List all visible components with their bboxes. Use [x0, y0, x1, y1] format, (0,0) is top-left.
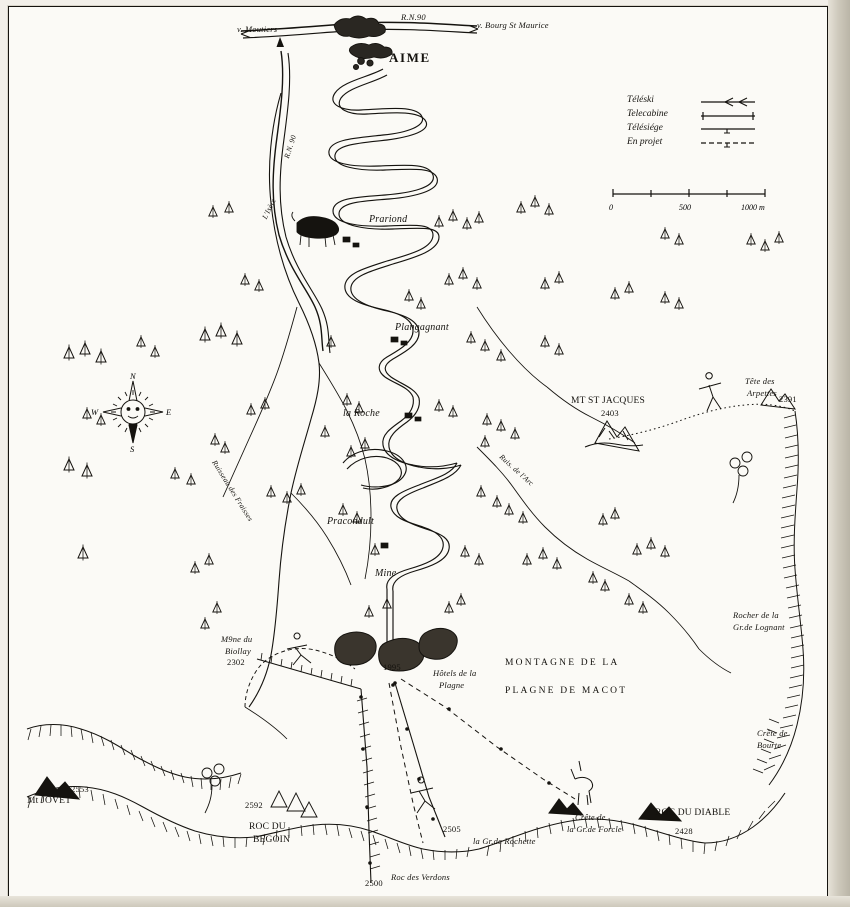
label-river-fraisses: Ruisseau des Fraisses	[210, 458, 256, 523]
spot-height-1995: 1995	[383, 662, 401, 672]
label-massif-line2: PLAGNE DE MACOT	[505, 686, 628, 696]
label-summit-roc-du-begoin-1: ROC DU	[249, 822, 286, 832]
spot-height-2505: 2505	[443, 824, 461, 834]
legend	[613, 95, 773, 151]
label-direction-bourg: v. Bourg St Maurice	[477, 20, 549, 30]
legend-row	[613, 137, 773, 151]
scale-tick-1000: 1000 m	[741, 203, 765, 212]
legend-label: Telecabine	[627, 109, 668, 119]
scale-bar	[607, 185, 773, 214]
label-summit-mt-st-jacques: MT ST JACQUES	[571, 396, 646, 406]
label-summit-crete-gr-forcle-2: la Gr.de Forcle	[567, 824, 622, 834]
scale-tick-500: 500	[679, 203, 691, 212]
paper-edge-bottom	[0, 896, 850, 907]
map-frame	[8, 6, 828, 898]
label-summit-rocher-lognant-1: Rocher de la	[733, 610, 779, 620]
compass-north-label: N	[130, 371, 136, 381]
label-direction-moutiers: v. Moutiers	[237, 24, 278, 34]
label-place-hotels-plagne-1: Hôtels de la	[433, 668, 477, 678]
label-summit-roc-du-diable: ROC DU DIABLE	[655, 808, 731, 818]
compass-rose	[87, 365, 179, 461]
paper-edge-right	[828, 0, 850, 907]
spot-height-2391: 2391	[779, 394, 797, 404]
label-summit-mgne-du-biollay-2: Biollay	[225, 646, 251, 656]
scale-bar-labels	[607, 203, 773, 214]
spot-height-2553: 2553	[71, 784, 89, 794]
spot-height-2500: 2500	[365, 878, 383, 888]
label-river-arc: Ruis. de l'Arc	[497, 452, 536, 488]
label-place-hotels-plagne-2: Plagne	[439, 680, 465, 690]
spot-height-2428: 2428	[675, 826, 693, 836]
compass-west-label: W	[91, 407, 99, 417]
label-massif-line1: MONTAGNE DE LA	[505, 658, 620, 668]
ski-lift-icon	[699, 96, 761, 108]
label-place-la-roche: la Roche	[343, 408, 380, 419]
label-summit-la-grande-rochette: la Gr.de Rochette	[473, 836, 536, 846]
label-river-isere: L'Isère	[260, 196, 278, 221]
label-summit-roc-du-begoin-2: BEGOIN	[253, 835, 291, 845]
label-summit-tete-des-arpettes-1: Tête des	[745, 376, 775, 386]
label-road-rn90: R.N.90	[401, 12, 426, 22]
label-place-prariond: Prariond	[369, 214, 408, 225]
legend-label: En projet	[627, 137, 663, 147]
label-summit-mt-st-jacques-alt: 2403	[601, 408, 619, 418]
planned-lift-icon	[699, 138, 761, 150]
scale-bar-graphic	[607, 186, 773, 198]
cable-car-icon	[699, 110, 761, 122]
label-place-plangagnant: Plangagnant	[395, 322, 449, 333]
label-summit-rocher-lognant-2: Gr.de Lognant	[733, 622, 785, 632]
spot-height-2592: 2592	[245, 800, 263, 810]
compass-south-label: S	[130, 444, 135, 454]
spot-height-2302: 2302	[227, 657, 245, 667]
legend-row	[613, 95, 773, 109]
label-summit-crete-de-bourte-1: Crête de	[757, 728, 788, 738]
legend-label: Télésiége	[627, 123, 663, 133]
label-summit-mt-jovet: Mt JOVET	[27, 796, 72, 806]
label-road-rn90-vertical: R.N. 90	[282, 133, 299, 160]
legend-row	[613, 123, 773, 137]
label-place-mine: Mine	[375, 568, 397, 579]
legend-label: Téléski	[627, 95, 654, 105]
label-summit-roc-des-verdons: Roc des Verdons	[391, 872, 450, 882]
label-summit-crete-de-bourte-2: Bourte	[757, 740, 782, 750]
label-summit-mgne-du-biollay-1: M9ne du	[221, 634, 253, 644]
label-summit-crete-gr-forcle-1: Crête de	[575, 812, 606, 822]
label-summit-tete-des-arpettes-2: Arpettes	[747, 388, 777, 398]
chair-lift-icon	[699, 124, 761, 136]
legend-row	[613, 109, 773, 123]
label-place-pracondult: Pracondult	[327, 516, 374, 527]
scale-tick-0: 0	[609, 203, 613, 212]
compass-east-label: E	[166, 407, 172, 417]
label-town-aime: AIME	[389, 50, 431, 65]
